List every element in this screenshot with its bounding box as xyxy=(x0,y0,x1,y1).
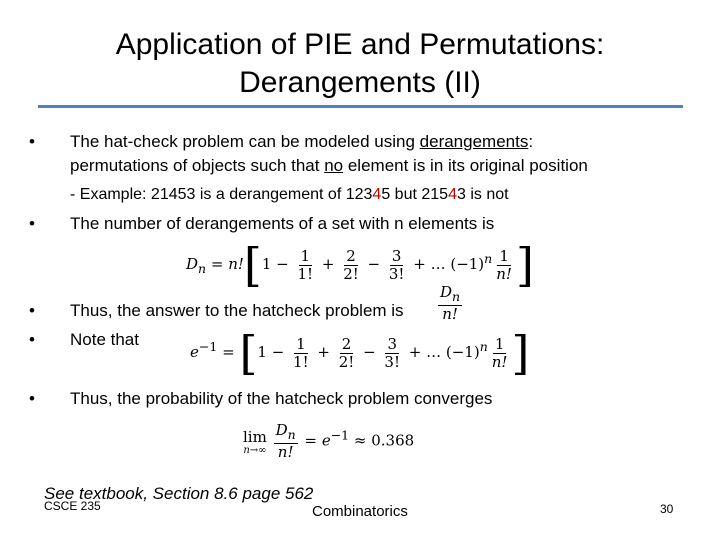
den: 1! xyxy=(293,352,309,371)
red-digit: 4 xyxy=(448,186,457,203)
one: 1 xyxy=(257,343,267,361)
bullet-dot: • xyxy=(29,330,35,349)
den: 1! xyxy=(297,264,314,283)
bracket-right: ] xyxy=(511,326,530,380)
minus: − xyxy=(358,343,381,361)
eq: = xyxy=(206,255,229,273)
bullet-1-line-1 xyxy=(70,131,533,153)
nfact: n! xyxy=(228,255,244,273)
fraction xyxy=(291,336,311,371)
plus: + xyxy=(312,343,335,361)
lim-sub: n→∞ xyxy=(243,444,267,456)
e-inverse-formula xyxy=(190,326,530,380)
text: 3 is not xyxy=(456,186,509,203)
sub: n xyxy=(452,289,461,304)
den: 3! xyxy=(384,352,400,371)
derangement-formula xyxy=(186,238,534,292)
lim: lim xyxy=(243,427,267,446)
bracket-left: [ xyxy=(239,326,258,380)
footer-page-number: 30 xyxy=(660,502,674,516)
text: 5 but 215 xyxy=(381,186,449,203)
num: 3 xyxy=(391,246,402,265)
bullet-dot: • xyxy=(29,132,35,151)
sub: n xyxy=(287,427,296,442)
bullet-dot: • xyxy=(29,389,35,408)
num xyxy=(438,284,462,306)
no-word: no xyxy=(324,156,344,175)
textbook-reference: See textbook, Section 8.6 page 562 xyxy=(44,484,314,503)
fraction xyxy=(341,248,361,283)
plus: + xyxy=(404,343,427,361)
slide-title xyxy=(40,26,680,102)
den: 3! xyxy=(388,264,405,283)
plus: + xyxy=(317,255,340,273)
num: 1 xyxy=(300,246,311,265)
bullet-5: Thus, the probability of the hatcheck problem converges xyxy=(70,389,493,408)
text: The hat-check problem can be modeled using xyxy=(70,132,420,151)
fraction xyxy=(274,422,298,461)
den: 2! xyxy=(338,352,355,371)
exp: −1 xyxy=(198,339,218,354)
approx: ≈ 0.368 xyxy=(349,431,415,450)
num: 3 xyxy=(387,334,397,353)
dots: … (−1) xyxy=(426,343,480,361)
lim-block xyxy=(243,428,267,456)
num: 1 xyxy=(296,334,306,353)
d: D xyxy=(275,421,288,439)
fraction xyxy=(337,336,357,371)
fraction xyxy=(387,248,407,283)
num: 1 xyxy=(499,246,509,265)
one: 1 xyxy=(261,255,272,273)
bullet-2: The number of derangements of a set with n elements is xyxy=(70,214,495,233)
bullet-dot: • xyxy=(29,301,35,320)
num: 1 xyxy=(494,334,505,353)
eq: = xyxy=(217,343,240,361)
d: D xyxy=(186,255,199,273)
minus: − xyxy=(266,343,290,361)
title-line-2: Derangements (II) xyxy=(239,66,481,99)
fraction xyxy=(438,284,462,323)
bullet-4: Note that xyxy=(70,330,139,349)
bullet-1-line-2 xyxy=(70,155,588,177)
e: e xyxy=(190,343,199,361)
minus: − xyxy=(362,255,385,273)
fraction xyxy=(490,336,510,371)
den: n! xyxy=(277,443,294,461)
fraction xyxy=(382,336,402,371)
limit-formula xyxy=(243,422,414,461)
answer-fraction xyxy=(436,284,464,323)
text: element is in its original position xyxy=(343,156,588,175)
text: permutations of objects such that xyxy=(70,156,325,175)
red-digit: 4 xyxy=(372,186,382,203)
num: 2 xyxy=(341,334,352,353)
bracket-right: ] xyxy=(515,238,534,292)
den: n! xyxy=(496,264,512,283)
footer-course: CSCE 235 xyxy=(44,499,101,513)
exp: n xyxy=(484,251,493,266)
den: 2! xyxy=(343,264,359,283)
den: n! xyxy=(491,352,508,371)
text: - Example: 21453 is a derangement of 123 xyxy=(70,186,373,203)
bracket-left: [ xyxy=(243,238,262,292)
bullet-3: Thus, the answer to the hatcheck problem is xyxy=(70,301,404,320)
title-line-1: Application of PIE and Permutations: xyxy=(115,28,605,61)
example-line xyxy=(70,184,509,206)
exp: n xyxy=(479,339,488,354)
den: n! xyxy=(442,305,458,323)
footer-topic: Combinatorics xyxy=(312,503,408,520)
num: 2 xyxy=(346,246,356,265)
plus: + xyxy=(408,255,431,273)
derangements-term: derangements xyxy=(419,132,529,151)
num xyxy=(274,422,298,444)
exp: −1 xyxy=(330,427,350,443)
dots: … (−1) xyxy=(430,255,485,273)
eq: = xyxy=(299,431,322,450)
d: D xyxy=(440,283,453,301)
minus: − xyxy=(271,255,294,273)
title-underline xyxy=(38,105,683,108)
e: e xyxy=(321,431,331,450)
bullet-dot: • xyxy=(29,214,35,233)
fraction xyxy=(494,248,514,283)
text: : xyxy=(528,132,534,151)
sub: n xyxy=(198,261,207,276)
fraction xyxy=(296,248,316,283)
